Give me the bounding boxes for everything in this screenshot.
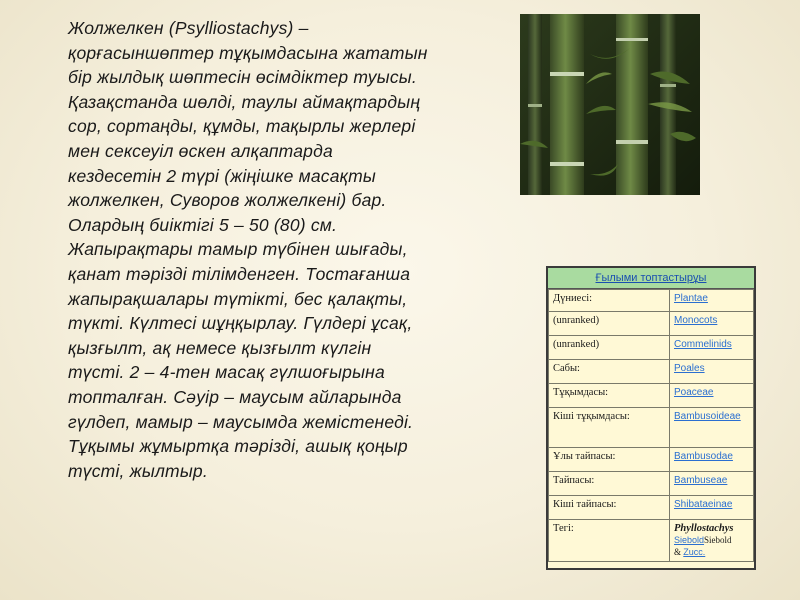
taxobox-header-label[interactable]: Ғылыми топтастырұы bbox=[595, 272, 707, 284]
bamboo-photo bbox=[520, 14, 700, 195]
taxobox-rank-link[interactable]: Bambusodae bbox=[674, 451, 733, 462]
taxobox-rank-value-cell bbox=[670, 336, 754, 360]
author-link-zucc[interactable]: Zucc. bbox=[683, 547, 706, 557]
main-text: Жолжелкен (Psylliostachys) – қорғасыншөптер тұқымдасына жататын бір жылдық шөптесін өсімдіктер туысы. Қазақстанда шөлді, таулы аймақтардың сор, сортаңды, құмды, тақырлы жерлері мен сексеуіл өскен алқаптарда кездесетін 2 түрі (жіңішке масақты жолжелкен, Суворов жолжелкені) бар. Олардың биіктігі 5 – 50 (80) см. Жапырақтары тамыр түбінен шығады, қанат тәрізді тілімденген. Тостағанша жапырақшалары түтікті, бес қалақты, түкті. Күлтесі шұңқырлау. Гүлдері ұсақ, қызғылт, ақ немесе қызғылт күлгін түсті. 2 – 4-тен масақ гүлшоғырына топталған. Сәуір – маусым айларында гүлдеп, мамыр – маусымда жемістенеді. Тұқымы жұмыртқа тәрізді, ашық қоңыр түсті, жылтыр. bbox=[68, 18, 428, 481]
taxobox-rank-label: Ұлы тайпасы: bbox=[549, 448, 670, 472]
taxobox-rank-label: Кіші тайпасы: bbox=[549, 496, 670, 520]
taxobox-rank-link[interactable]: Bambusoideae bbox=[674, 411, 741, 422]
taxobox-rank-value-cell bbox=[670, 496, 754, 520]
taxobox-rank-link[interactable]: Poales bbox=[674, 363, 705, 374]
taxobox-rank-label: Дүниесі: bbox=[549, 290, 670, 312]
taxobox-row bbox=[549, 312, 754, 336]
taxobox-row bbox=[549, 290, 754, 312]
taxobox-rank-label: Кіші тұқымдасы: bbox=[549, 408, 670, 448]
taxobox-row bbox=[549, 360, 754, 384]
taxobox-rank-value-cell bbox=[670, 384, 754, 408]
taxobox-rank-value-cell bbox=[670, 408, 754, 448]
taxobox bbox=[546, 266, 756, 570]
taxobox-rank-link[interactable]: Monocots bbox=[674, 315, 718, 326]
taxobox-rank-link[interactable]: Commelinids bbox=[674, 339, 732, 350]
taxobox-rank-link[interactable]: Poaceae bbox=[674, 387, 714, 398]
taxobox-rank-value-cell bbox=[670, 472, 754, 496]
taxobox-row bbox=[549, 384, 754, 408]
taxobox-header bbox=[548, 268, 754, 289]
taxobox-genus-authority bbox=[674, 534, 749, 558]
taxobox-rank-value-cell bbox=[670, 312, 754, 336]
taxobox-rank-label: Тұқымдасы: bbox=[549, 384, 670, 408]
taxobox-genus-name: Phyllostachys bbox=[674, 523, 734, 534]
taxobox-rank-value-cell bbox=[670, 448, 754, 472]
taxobox-rank-value-cell bbox=[670, 360, 754, 384]
taxobox-row bbox=[549, 408, 754, 448]
taxobox-rank-link[interactable]: Bambuseae bbox=[674, 475, 728, 486]
taxobox-genus-value-cell bbox=[670, 520, 754, 562]
taxobox-row bbox=[549, 448, 754, 472]
taxobox-rank-link[interactable]: Plantae bbox=[674, 293, 708, 304]
taxobox-rank-value-cell bbox=[670, 290, 754, 312]
taxobox-row bbox=[549, 472, 754, 496]
taxobox-row bbox=[549, 496, 754, 520]
taxobox-table bbox=[548, 289, 754, 562]
author-link-siebold[interactable]: Siebold bbox=[674, 535, 705, 545]
bamboo-image bbox=[520, 14, 700, 195]
author-ampersand: & bbox=[674, 547, 682, 557]
author-text-siebold: Siebold bbox=[704, 535, 732, 545]
taxobox-genus-label: Тегі: bbox=[549, 520, 670, 562]
taxobox-rank-label: Сабы: bbox=[549, 360, 670, 384]
taxobox-rank-label: (unranked) bbox=[549, 336, 670, 360]
taxobox-rank-label: (unranked) bbox=[549, 312, 670, 336]
taxobox-row-genus bbox=[549, 520, 754, 562]
taxobox-rank-link[interactable]: Shibataeinae bbox=[674, 499, 733, 510]
taxobox-row bbox=[549, 336, 754, 360]
taxobox-rank-label: Тайпасы: bbox=[549, 472, 670, 496]
